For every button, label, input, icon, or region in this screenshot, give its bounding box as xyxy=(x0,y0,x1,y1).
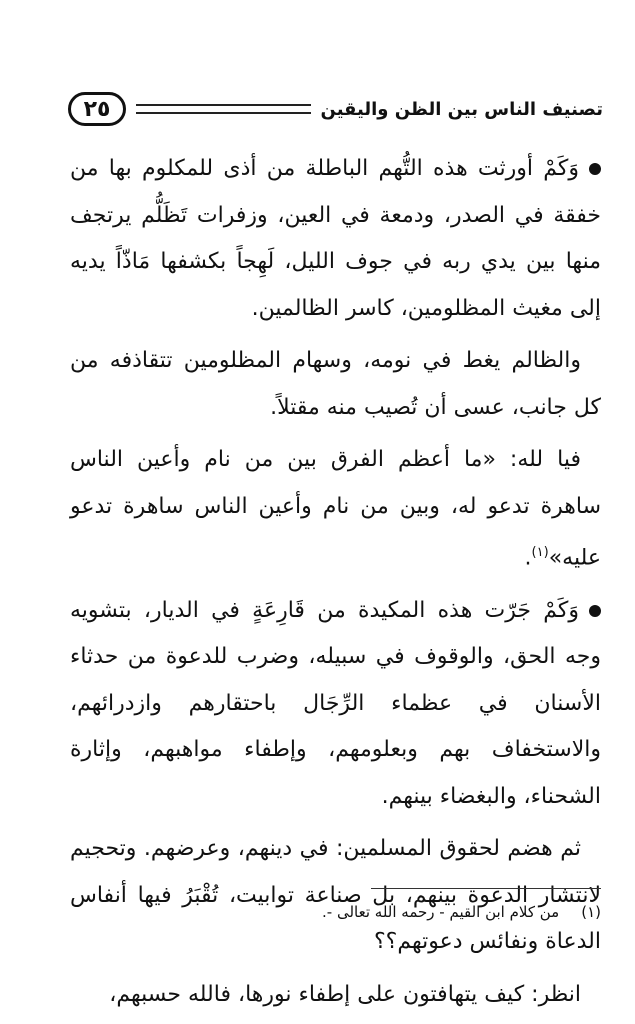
footnote-rule xyxy=(371,888,601,889)
paragraph-3-end: . xyxy=(524,545,532,571)
paragraph-4-text: وَكَمْ جَرّت هذه المكيدة من قَارِعَةٍ في الديار، بتشويه وجه الحق، والوقوف في سبيله، وضرب للدعوة من حدثاء الأسنان في عظماء الرِّجَال باحتقارهم وازدرائهم، والاستخفاف بهم وبعلومهم، وإطفاء مواهبهم، وإثارة الشحناء، والبغضاء بينهم. xyxy=(70,597,601,809)
page-number: ٢٥ xyxy=(83,96,111,122)
paragraph-3 xyxy=(70,437,601,582)
paragraph-1-text: وَكَمْ أورثت هذه التُّهم الباطلة من أذى للمكلوم بها من خفقة في الصدر، ودمعة في العين، وزفرات تَظَلُّم يرتجف منها بين يدي ربه في جوف الليل، لَهِجاً بكشفها مَاذّاً يديه إلى مغيث المظلومين، كاسر الظالمين. xyxy=(70,156,601,321)
paragraph-3-text: فيا لله: «ما أعظم الفرق بين من نام وأعين الناس ساهرة تدعو له، وبين من نام وأعين الناس ساهرة تدعو عليه» xyxy=(70,447,601,571)
paragraph-4 xyxy=(70,588,601,821)
footnote xyxy=(70,898,601,926)
paragraph-2: والظالم يغط في نومه، وسهام المظلومين تتقاذفه من كل جانب، عسى أن تُصيب منه مقتلاً. xyxy=(70,348,601,420)
footnote-text: من كلام ابن القيم - رحمه الله تعالى -. xyxy=(322,903,560,921)
bullet-icon xyxy=(589,163,601,175)
bullet-icon xyxy=(589,605,601,617)
paragraph-5: ثم هضم لحقوق المسلمين: في دينهم، وعرضهم. وتحجيم لانتشار الدعوة بينهم، بل صناعة توابيت، تُقْبَرُ فيها أنفاس الدعاة ونفائس دعوتهم؟؟ xyxy=(70,836,601,955)
body-text xyxy=(70,146,601,1024)
footnote-reference: (١) xyxy=(531,545,549,560)
running-title: تصنيف الناس بين الظن واليقين xyxy=(320,98,603,120)
footnote-number: (١) xyxy=(581,903,601,921)
paragraph-1 xyxy=(70,146,601,332)
page-header xyxy=(68,88,603,130)
paragraph-6: انظر: كيف يتهافتون على إطفاء نورها، فالله حسبهم، xyxy=(109,981,581,1007)
page-number-badge xyxy=(68,92,126,126)
header-rule xyxy=(136,104,311,114)
